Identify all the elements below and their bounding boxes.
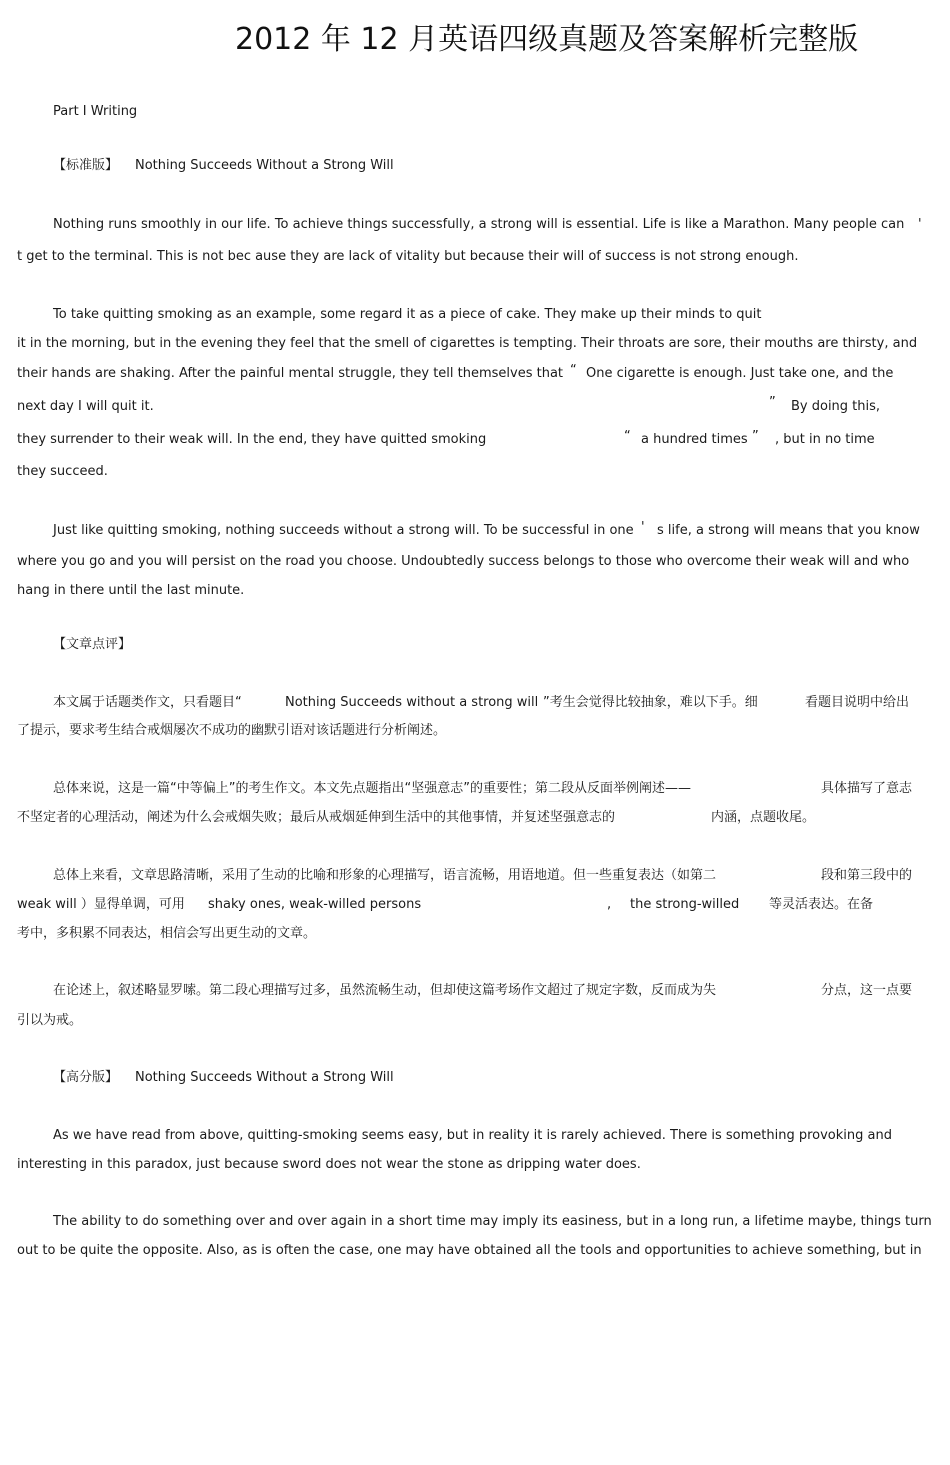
essay-line: To take quitting smoking as an example, some regard it as a piece of cake. They make up their minds to quit [53,307,762,322]
essay-line: , but in no time [775,432,875,447]
essay-apostrophe: ' [918,217,922,232]
essay-line: their hands are shaking. After the painful mental struggle, they tell themselves that [17,366,564,381]
review-heading: 【文章点评】 [53,637,132,652]
essay-line: Nothing runs smoothly in our life. To achieve things successfully, a strong will is essential. Life is like a Marathon. Many people can [53,217,905,232]
essay-quote: “ [624,429,631,444]
essay-line: a hundred times [641,432,748,447]
essay-line: The ability to do something over and over again in a short time may imply its easiness, but in a long run, a lifetime maybe, things turn [53,1214,932,1229]
essay-quote: ” [769,395,776,410]
review-line: 在论述上，叙述略显罗嗦。第二段心理描写过多，虽然流畅生动，但却使这篇考场作文超过了规定字数，反而成为失 [53,983,717,998]
review-line: 引以为戒。 [17,1013,83,1028]
review-line: 了提示，要求考生结合戒烟屡次不成功的幽默引语对该话题进行分析阐述。 [17,723,447,738]
review-line: Nothing Succeeds without a strong will [285,695,539,710]
essay-quote: ” [752,429,759,444]
review-line: 不坚定者的心理活动，阐述为什么会戒烟失败；最后从戒烟延伸到生活中的其他事情，并复述坚强意志的 [17,810,616,825]
essay-line: By doing this, [791,399,881,414]
page-title: 2012 年 12 月英语四级真题及答案解析完整版 [235,22,859,57]
high-score-version-tag: 【高分版】 [53,1070,119,1085]
standard-version-tag: 【标准版】 [53,158,119,173]
review-line: 总体上来看，文章思路清晰，采用了生动的比喻和形象的心理描写，语言流畅，用语地道。但一些重复表达（如第二 [53,868,717,883]
review-line: ”考生会觉得比较抽象，难以下手。细 [543,695,758,710]
essay-line: where you go and you will persist on the road you choose. Undoubtedly success belongs to those who overcome their weak will and who [17,554,910,569]
essay-line: As we have read from above, quitting-smoking seems easy, but in reality it is rarely achieved. There is something provoking and [53,1128,892,1143]
essay-line: out to be quite the opposite. Also, as is often the case, one may have obtained all the tools and opportunities to achieve something, but in [17,1243,922,1258]
essay-line: hang in there until the last minute. [17,583,245,598]
essay-line: s life, a strong will means that you know [657,523,920,538]
standard-version-title: Nothing Succeeds Without a Strong Will [135,158,394,173]
review-line: shaky ones, weak-willed persons [208,897,422,912]
review-line: 段和第三段中的 [821,868,913,883]
review-line: 总体来说，这是一篇“中等偏上”的考生作文。本文先点题指出“坚强意志”的重要性；第二段从反面举例阐述—— [53,781,691,796]
essay-line: they surrender to their weak will. In the end, they have quitted smoking [17,432,487,447]
review-line: , [607,897,612,912]
essay-line: it in the morning, but in the evening they feel that the smell of cigarettes is tempting. Their throats are sore, their mouths are thirsty, and [17,336,918,351]
review-line: the strong-willed [630,897,740,912]
section-label: Part I Writing [53,104,138,119]
review-line: weak will ）显得单调，可用 [17,897,185,912]
essay-line: Just like quitting smoking, nothing succeeds without a strong will. To be successful in one [53,523,634,538]
high-score-version-title: Nothing Succeeds Without a Strong Will [135,1070,394,1085]
review-line: 内涵，点题收尾。 [711,810,816,825]
essay-line: next day I will quit it. [17,399,154,414]
review-line: 考中，多积累不同表达，相信会写出更生动的文章。 [17,926,317,941]
essay-apostrophe: ' [641,520,645,535]
review-line: 分点，这一点要 [821,983,913,998]
review-line: 看题目说明中给出 [805,695,910,710]
essay-line: One cigarette is enough. Just take one, and the [586,366,894,381]
essay-line: interesting in this paradox, just because sword does not wear the stone as dripping water does. [17,1157,641,1172]
review-line: 等灵活表达。在备 [769,897,874,912]
essay-line: they succeed. [17,464,108,479]
review-line: 具体描写了意志 [821,781,913,796]
essay-quote: “ [570,363,577,378]
essay-line: t get to the terminal. This is not bec ause they are lack of vitality but because their will of success is not strong enough. [17,249,799,264]
review-line: 本文属于话题类作文，只看题目“ [53,695,242,710]
